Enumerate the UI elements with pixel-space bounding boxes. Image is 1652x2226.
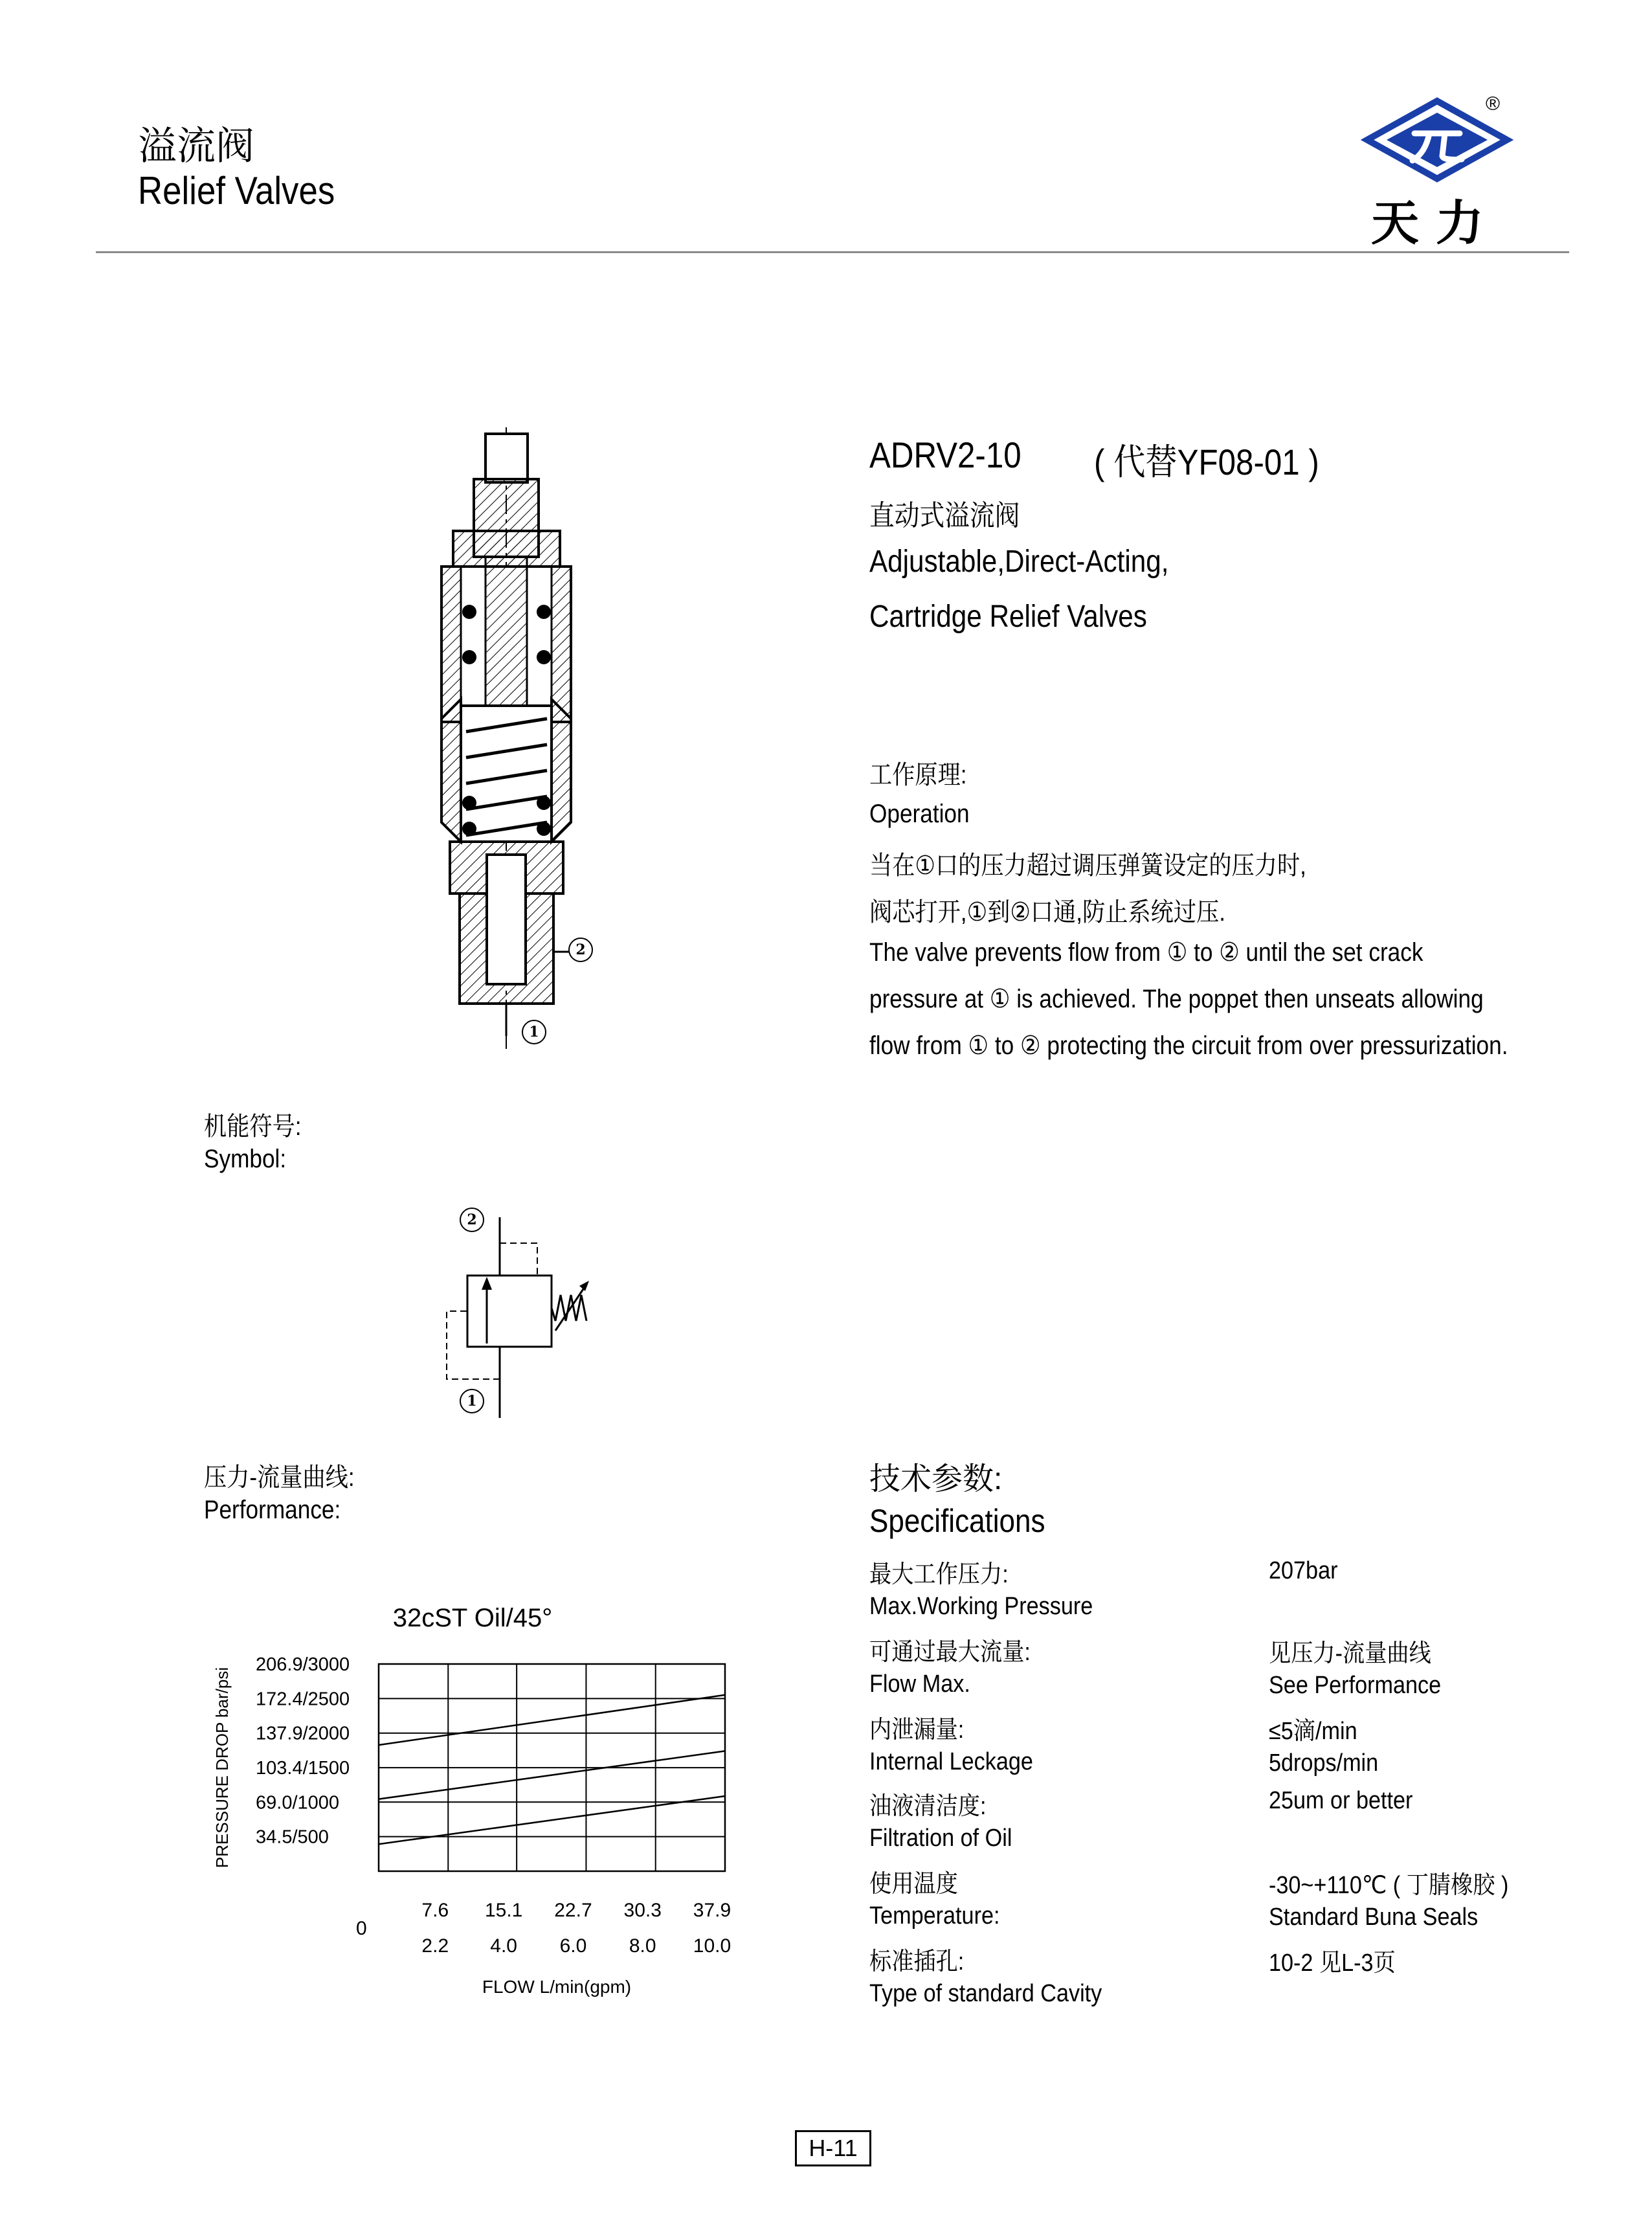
logo-text: 天 力 [1371, 196, 1484, 251]
chart-x-tick-label-gpm: 10.0 [693, 1935, 731, 1957]
spec-label-cn: 可通过最大流量: [869, 1639, 1031, 1666]
chart-x-tick-label: 30.3 [623, 1900, 662, 1921]
spec-label-en: Filtration of Oil [869, 1825, 1012, 1852]
product-name-en-2: Cartridge Relief Valves [869, 600, 1147, 634]
spec-value: 207bar [1269, 1557, 1338, 1584]
chart-x-tick-label: 22.7 [554, 1900, 592, 1921]
chart-origin-label: 0 [356, 1918, 367, 1939]
spec-value: 见压力-流量曲线 [1269, 1640, 1431, 1667]
chart-x-tick-label: 15.1 [484, 1900, 523, 1921]
header-divider [96, 251, 1569, 253]
spec-value: Standard Buna Seals [1269, 1904, 1479, 1931]
specs-heading-en: Specifications [869, 1503, 1045, 1539]
specs-heading-cn: 技术参数: [869, 1462, 1003, 1496]
chart-series [379, 1695, 725, 1844]
hydraulic-symbol [440, 1204, 602, 1418]
drawing-port-1-label: 1 [522, 1020, 546, 1044]
spec-value: See Performance [1269, 1672, 1442, 1699]
operation-heading-en: Operation [869, 800, 970, 828]
symbol-port-2-label: 2 [460, 1208, 484, 1232]
spec-label-en: Type of standard Cavity [869, 1980, 1102, 2007]
chart-x-tick-label: 7.6 [421, 1900, 449, 1921]
chart-x-axis-label: FLOW L/min(gpm) [482, 1977, 632, 1997]
model-number: ADRV2-10 [869, 434, 1021, 475]
product-name-en-1: Adjustable,Direct-Acting, [869, 545, 1169, 579]
spec-value: 25um or better [1269, 1787, 1413, 1814]
spec-label-cn: 内泄漏量: [869, 1716, 965, 1744]
chart-y-tick-label: 137.9/2000 [256, 1723, 350, 1744]
spec-label-cn: 标准插孔: [869, 1948, 965, 1975]
spec-label-en: Flow Max. [869, 1670, 970, 1698]
performance-chart [201, 1593, 783, 2007]
product-name-cn: 直动式溢流阀 [869, 500, 1020, 532]
symbol-heading-en: Symbol: [204, 1145, 287, 1173]
symbol-port-1-label: 1 [460, 1389, 484, 1413]
chart-grid [379, 1664, 725, 1871]
page-number: H-11 [795, 2130, 871, 2166]
spec-label-en: Temperature: [869, 1902, 1000, 1929]
operation-heading-cn: 工作原理: [869, 761, 967, 789]
chart-y-axis-label: PRESSURE DROP bar/psi [212, 1667, 232, 1869]
operation-text-cn-1: 当在①口的压力超过调压弹簧设定的压力时, [869, 851, 1306, 880]
drawing-port-2-label: 2 [568, 938, 593, 962]
chart-x-tick-label-gpm: 4.0 [490, 1935, 518, 1957]
chart-series-line-2 [379, 1751, 725, 1799]
replaces-model: ( 代替YF08-01 ) [1094, 442, 1319, 482]
page-title-en: Relief Valves [138, 169, 335, 212]
spec-label-en: Internal Leckage [869, 1748, 1033, 1775]
performance-heading-en: Performance: [204, 1496, 341, 1524]
chart-x-tick-label: 37.9 [693, 1900, 731, 1921]
spec-value: ≤5滴/min [1269, 1718, 1357, 1745]
operation-text-en-2: pressure at ① is achieved. The poppet then unseats allowing [869, 985, 1484, 1013]
spec-value: -30~+110℃ ( 丁腈橡胶 ) [1269, 1872, 1509, 1899]
chart-title: 32cST Oil/45° [392, 1604, 553, 1632]
chart-y-tick-label: 69.0/1000 [256, 1792, 340, 1814]
registered-mark: ® [1486, 93, 1501, 115]
chart-x-tick-label-gpm: 8.0 [629, 1935, 656, 1957]
spec-label-en: Max.Working Pressure [869, 1593, 1093, 1620]
symbol-heading-cn: 机能符号: [204, 1112, 302, 1141]
spec-label-cn: 油液清洁度: [869, 1793, 987, 1820]
spec-value: 10-2 见L-3页 [1269, 1950, 1396, 1977]
operation-text-en-3: flow from ① to ② protecting the circuit from over pressurization. [869, 1031, 1508, 1060]
company-logo [1353, 88, 1521, 251]
page-title-cn: 溢流阀 [138, 124, 254, 168]
spec-value: 5drops/min [1269, 1749, 1379, 1777]
chart-x-tick-label-gpm: 6.0 [559, 1935, 587, 1957]
chart-y-tick-label: 103.4/1500 [256, 1758, 350, 1779]
chart-x-tick-label-gpm: 2.2 [421, 1935, 449, 1957]
operation-text-cn-2: 阀芯打开,①到②口通,防止系统过压. [869, 898, 1226, 927]
chart-y-tick-label: 206.9/3000 [256, 1654, 350, 1675]
chart-y-tick-label: 34.5/500 [256, 1827, 329, 1848]
chart-series-line-3 [379, 1695, 725, 1745]
spec-label-cn: 使用温度 [869, 1871, 958, 1898]
operation-text-en-1: The valve prevents flow from ① to ② until the set crack [869, 938, 1423, 967]
chart-y-tick-label: 172.4/2500 [256, 1689, 350, 1710]
spec-label-cn: 最大工作压力: [869, 1561, 1009, 1588]
performance-heading-cn: 压力-流量曲线: [204, 1463, 355, 1492]
